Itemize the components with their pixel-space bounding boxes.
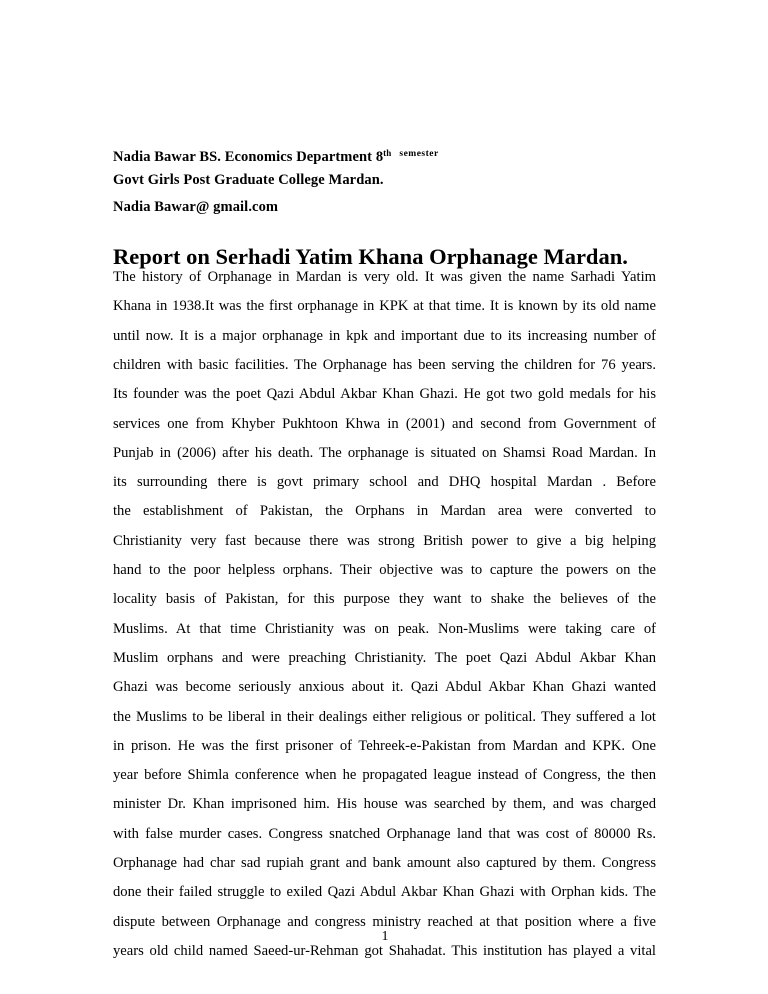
body-line: years old child named Saeed-ur-Rehman got Shahadat. This institution has played a vital (113, 942, 656, 959)
body-line: with false murder cases. Congress snatched Orphanage land that was cost of 80000 Rs. (113, 825, 656, 842)
body-line: dispute between Orphanage and congress ministry reached at that position where a five (113, 913, 656, 930)
author-line-1 (113, 140, 673, 167)
body-line: in prison. He was the first prisoner of Tehreek-e-Pakistan from Mardan and KPK. One (113, 737, 656, 754)
body-line: Muslims. At that time Christianity was on peak. Non-Muslims were taking care of (113, 620, 656, 637)
body-line: children with basic facilities. The Orphanage has been serving the children for 76 years. (113, 356, 656, 373)
semester-label: semester (399, 149, 439, 159)
body-line: services one from Khyber Pukhtoon Khwa in (2001) and second from Government of (113, 415, 656, 432)
body-line: Christianity very fast because there was strong British power to give a big helping (113, 532, 656, 549)
body-line: Ghazi was become seriously anxious about it. Qazi Abdul Akbar Khan Ghazi wanted (113, 679, 656, 696)
body-line: minister Dr. Khan imprisoned him. His house was searched by them, and was charged (113, 796, 656, 813)
page-number: 1 (381, 929, 389, 944)
body-line: until now. It is a major orphanage in kpk and important due to its increasing number of (113, 327, 656, 344)
body-line: Khana in 1938.It was the first orphanage in KPK at that time. It is known by its old name (113, 298, 656, 315)
body-line: its surrounding there is govt primary school and DHQ hospital Mardan . Before (113, 474, 656, 491)
author-email: Nadia Bawar@ gmail.com (113, 199, 279, 215)
body-line: The history of Orphanage in Mardan is very old. It was given the name Sarhadi Yatim (113, 269, 656, 285)
body-line: Its founder was the poet Qazi Abdul Akbar Khan Ghazi. He got two gold medals for his (113, 386, 656, 403)
body-line: Muslim orphans and were preaching Christianity. The poet Qazi Abdul Akbar Khan (113, 649, 656, 666)
body-line: Orphanage had char sad rupiah grant and bank amount also captured by them. Congress (113, 855, 656, 871)
body-line: the establishment of Pakistan, the Orphans in Mardan area were converted to (113, 503, 656, 520)
body-line: done their failed struggle to exiled Qazi Abdul Akbar Khan Ghazi with Orphan kids. The (113, 884, 656, 901)
body-line: hand to the poor helpless orphans. Their objective was to capture the powers on the (113, 562, 656, 578)
body-line: the Muslims to be liberal in their dealings either religious or political. They suffered a lot (113, 708, 656, 725)
body-line: year before Shimla conference when he propagated league instead of Congress, the then (113, 767, 656, 784)
college-name: Govt Girls Post Graduate College Mardan. (113, 172, 384, 188)
ordinal-suffix: th (383, 148, 392, 158)
body-line: locality basis of Pakistan, for this purpose they want to shake the believes of the (113, 591, 656, 608)
author-block (113, 140, 673, 221)
report-title: Report on Serhadi Yatim Khana Orphanage Mardan. (113, 244, 628, 269)
body-line: Punjab in (2006) after his death. The orphanage is situated on Shamsi Road Mardan. In (113, 444, 656, 461)
author-name-department: Nadia Bawar BS. Economics Department 8 (113, 149, 384, 165)
